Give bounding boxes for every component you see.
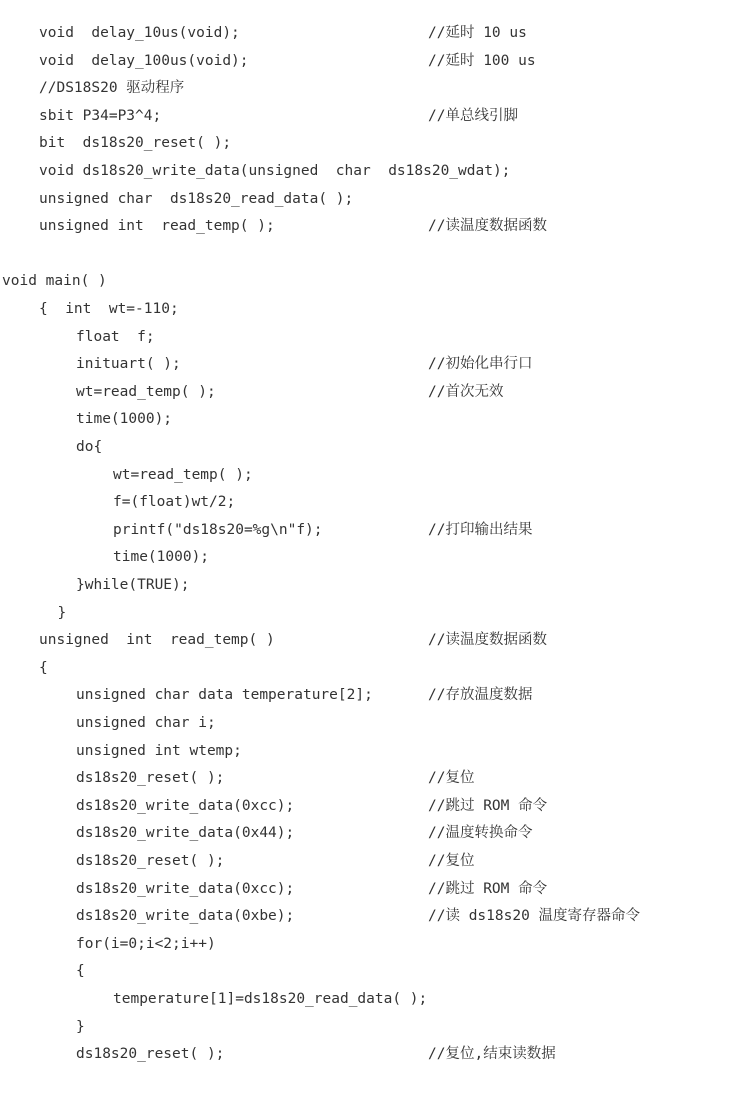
- code-line: [0, 213, 730, 241]
- code-text: unsigned int read_temp( ): [39, 632, 275, 649]
- code-line: [0, 296, 730, 324]
- code-line: [0, 489, 730, 517]
- code-text: void main( ): [2, 273, 107, 290]
- code-text: wt=read_temp( );: [76, 383, 216, 400]
- code-line: [0, 186, 730, 214]
- code-line: [0, 986, 730, 1014]
- code-comment: //延时 100 us: [428, 52, 536, 69]
- code-text: //DS18S20 驱动程序: [39, 80, 185, 97]
- code-text: unsigned char data temperature[2];: [76, 687, 373, 704]
- code-text: void ds18s20_write_data(unsigned char ds18s20_wdat);: [39, 163, 511, 179]
- code-text: wt=read_temp( );: [113, 466, 253, 483]
- code-comment: //跳过 ROM 命令: [428, 797, 548, 814]
- code-line: [0, 462, 730, 490]
- code-line: [0, 600, 730, 628]
- code-text: {: [39, 659, 48, 676]
- code-text: f=(float)wt/2;: [113, 494, 236, 511]
- code-line: [0, 103, 730, 131]
- code-line: [0, 655, 730, 683]
- code-line: [0, 876, 730, 904]
- code-line: [0, 848, 730, 876]
- code-text: ds18s20_write_data(0xbe);: [76, 908, 295, 925]
- code-line: [0, 379, 730, 407]
- code-text: }while(TRUE);: [76, 577, 190, 593]
- code-line: [0, 241, 730, 269]
- code-line: [0, 793, 730, 821]
- code-line: [0, 765, 730, 793]
- code-text: unsigned char i;: [76, 715, 216, 731]
- code-line: [0, 20, 730, 48]
- code-comment: //延时 10 us: [428, 25, 527, 41]
- code-text: unsigned char ds18s20_read_data( );: [39, 190, 354, 207]
- code-comment: //读温度数据函数: [428, 632, 547, 649]
- code-line: [0, 1041, 730, 1069]
- code-line: [0, 75, 730, 103]
- code-comment: //首次无效: [428, 383, 504, 400]
- code-text: ds18s20_write_data(0x44);: [76, 825, 295, 842]
- code-line: [0, 903, 730, 931]
- code-text: ds18s20_write_data(0xcc);: [76, 880, 295, 897]
- code-text: do{: [76, 439, 103, 455]
- code-line: [0, 682, 730, 710]
- code-comment: //存放温度数据: [428, 687, 533, 704]
- code-comment: //温度转换命令: [428, 825, 533, 842]
- code-comment: //读 ds18s20 温度寄存器命令: [428, 908, 641, 925]
- code-line: [0, 324, 730, 352]
- code-text: time(1000);: [113, 549, 210, 566]
- code-line: [0, 820, 730, 848]
- code-comment: //单总线引脚: [428, 107, 518, 124]
- code-comment: //初始化串行口: [428, 356, 533, 373]
- code-line: [0, 351, 730, 379]
- code-line: [0, 48, 730, 76]
- code-text: inituart( );: [76, 356, 181, 373]
- code-line: [0, 406, 730, 434]
- code-text: float f;: [76, 328, 155, 345]
- code-comment: //复位: [428, 853, 475, 869]
- code-comment: //复位,结束读数据: [428, 1046, 556, 1063]
- code-line: [0, 158, 730, 186]
- code-text: time(1000);: [76, 411, 173, 428]
- code-text: ds18s20_reset( );: [76, 770, 225, 787]
- code-text: }: [57, 604, 67, 621]
- code-text: for(i=0;i<2;i++): [76, 935, 216, 952]
- code-text: unsigned int wtemp;: [76, 742, 242, 759]
- code-text: void delay_10us(void);: [39, 25, 240, 41]
- code-text: {: [76, 963, 85, 980]
- code-text: temperature[1]=ds18s20_read_data( );: [113, 991, 428, 1007]
- code-line: [0, 268, 730, 296]
- code-text: ds18s20_reset( );: [76, 1046, 225, 1063]
- code-text: sbit P34=P3^4;: [39, 107, 162, 124]
- code-comment: //复位: [428, 770, 475, 787]
- code-line: [0, 517, 730, 545]
- code-line: [0, 544, 730, 572]
- code-comment: //打印输出结果: [428, 521, 533, 538]
- code-text: void delay_100us(void);: [39, 52, 249, 69]
- code-line: [0, 710, 730, 738]
- code-text: unsigned int read_temp( );: [39, 218, 275, 235]
- code-comment: //读温度数据函数: [428, 218, 547, 235]
- code-line: [0, 738, 730, 766]
- code-line: [0, 130, 730, 158]
- code-line: [0, 434, 730, 462]
- code-line: [0, 627, 730, 655]
- code-text: ds18s20_reset( );: [76, 853, 225, 869]
- code-text: bit ds18s20_reset( );: [39, 135, 232, 152]
- code-text: { int wt=-110;: [39, 301, 179, 317]
- code-text: ds18s20_write_data(0xcc);: [76, 797, 295, 814]
- code-line: [0, 1014, 730, 1042]
- code-line: [0, 931, 730, 959]
- code-comment: //跳过 ROM 命令: [428, 880, 548, 897]
- code-line: [0, 958, 730, 986]
- code-line: [0, 572, 730, 600]
- code-text: }: [76, 1018, 85, 1035]
- code-text: printf("ds18s20=%g\n"f);: [113, 521, 323, 538]
